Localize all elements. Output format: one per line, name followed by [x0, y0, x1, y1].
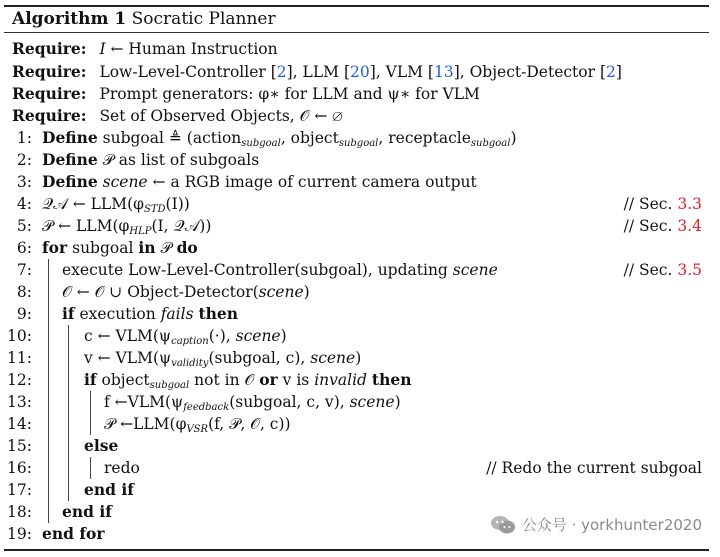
header-rule [4, 32, 709, 33]
indent-guide [68, 325, 69, 501]
wechat-icon [490, 515, 516, 535]
algo-line-4: 4: 𝒬𝒜 ← $LLM(\varphi_{STD}(I))$ // Sec. 3.3 [16, 195, 702, 215]
algo-line-5: 5: 𝒫 ← $LLM(\varphi_{HLP}(I$, 𝒬𝒜)) // Sec. 3.4 [16, 217, 702, 237]
citation-link[interactable]: 20 [350, 63, 370, 81]
citation-link[interactable]: 13 [433, 63, 454, 81]
require-line-1: Require: I ← Human Instruction [12, 39, 278, 58]
algo-line-11: 11: v ← $VLM(\psi_{validity}(subgoal$, c), scene) [7, 349, 362, 369]
algo-line-16: 16: redo // Redo the current subgoal [7, 459, 702, 477]
section-link[interactable]: 3.3 [677, 195, 702, 213]
algo-line-17: 17: end if [7, 480, 134, 499]
require-line-3: Require: Prompt generators: φ∗ for LLM and ψ∗ for VLM [12, 84, 480, 103]
indent-guide [90, 391, 91, 435]
algo-line-2: 2: Define 𝒫 as list of subgoals [16, 150, 260, 169]
citation-link[interactable]: 2 [606, 63, 616, 81]
algorithm-title: Socratic Planner [131, 9, 276, 29]
top-rule [4, 5, 709, 7]
algorithm-label: Algorithm 1 [12, 9, 127, 29]
watermark-text: 公众号 · yorkhunter2020 [521, 516, 702, 534]
algo-line-9: 9: if execution fails then [16, 304, 239, 323]
section-link[interactable]: 3.5 [677, 261, 702, 279]
section-link[interactable]: 3.4 [677, 217, 702, 235]
algorithm-header [12, 8, 276, 30]
algo-line-12: 12: if object$_{subgoal}$ not in 𝒪 or v is invalid then [7, 370, 412, 391]
citation-link[interactable]: 2 [276, 63, 287, 81]
algo-line-15: 15: else [7, 436, 119, 455]
algo-line-19: 19: end for [7, 524, 105, 543]
require-line-2: Require: Low-Level-Controller [2], LLM [20], VLM [13], Object-Detector [2] [12, 62, 622, 81]
algo-line-7: 7: execute Low-Level-Controller(subgoal), updating scene // Sec. 3.5 [16, 261, 702, 279]
algo-line-14: 14: 𝒫 $\leftarrow LLM(\varphi_{VSR}(f$, 𝒫, 𝒪, c)) [7, 415, 291, 435]
algo-line-10: 10: c ← $VLM(\psi_{caption}(\cdot)$, scene) [7, 327, 287, 347]
algo-line-18: 18: end if [7, 502, 112, 521]
watermark [490, 514, 702, 535]
algo-line-13: 13: f $\leftarrow VLM(\psi_{feedback}(subgoal$, c, v), scene) [7, 393, 401, 413]
algo-line-1: 1: Define subgoal ≜ (action$_{subgoal}$, object$_{subgoal}$, receptacle$_{subgoal}$) [16, 128, 517, 149]
indent-guide [48, 259, 49, 523]
indent-guide [90, 457, 91, 479]
require-line-4: Require: Set of Observed Objects, 𝒪 ← ∅ [12, 106, 343, 125]
algo-line-6: 6: for subgoal in 𝒫 do [16, 238, 198, 257]
bottom-rule [4, 549, 709, 551]
algo-line-8: 8: 𝒪 ← 𝒪 ∪ Object-Detector(scene) [16, 283, 310, 301]
algo-line-3: 3: Define scene ← a RGB image of current camera output [16, 172, 477, 191]
